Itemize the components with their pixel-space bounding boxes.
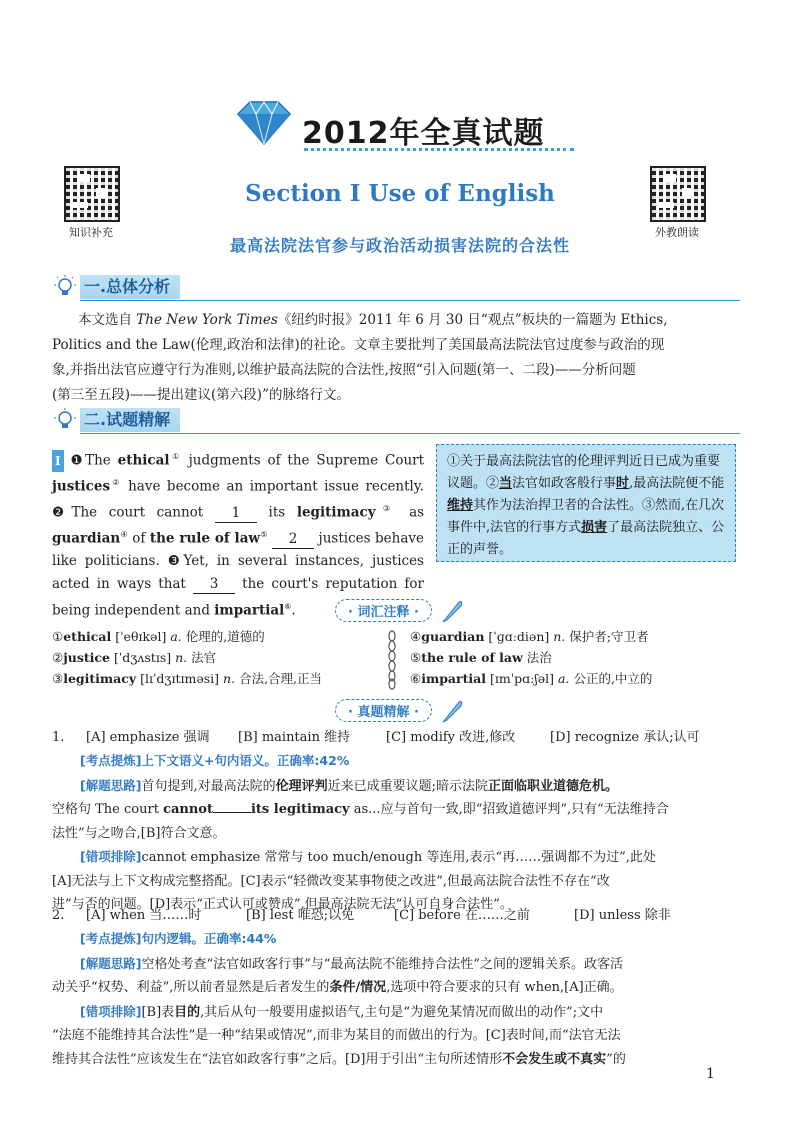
footnote-mark: ①	[169, 452, 182, 461]
text: ①关于最高法院法官的伦理评判近日已成为重要议题。②	[447, 454, 721, 491]
q2-options	[52, 905, 752, 927]
text: .	[291, 602, 296, 619]
text: The court cannot	[71, 504, 204, 521]
q1-explanation: [考点提炼]上下文语义+句内语义。正确率:42% [解题思路]首句提到,对最高法院的伦理评判近来已成重要议题;暗示法院正面临职业道德危机。 空格句 The court cannot its legitimacy as...应与首句一致,即“招致道德评判”,只有“无法维持合 法性”与之吻合,[B]符合文意。 [错项排除]cannot emphasize 常常与 too much/enough 等连用,表示“再……强调都不为过”,此处 [A]无法与上下文构成完整搭配。[C]表示“轻微改变某事物使之改进”,但最高法院合法性不存在“改 进”与否的问题。[D]表示“正式认可或赞成”,但最高法院无法“认可自身合法性”。	[52, 753, 669, 912]
vocab-item: ⑤the rule of law 法治	[410, 650, 552, 665]
kaodian-text: 句内逻辑。	[141, 931, 204, 946]
blank-2[interactable]: 2	[272, 530, 314, 549]
option-b[interactable]: [B] lest 唯恐;以免	[246, 908, 355, 923]
heading-rule	[80, 433, 740, 434]
chain-divider-icon	[386, 630, 398, 690]
key-word: 时	[616, 476, 630, 491]
blank-1[interactable]: 1	[215, 504, 257, 523]
translation-box	[436, 444, 736, 562]
sentence-marker: ❶	[70, 452, 86, 469]
inline-blank	[213, 812, 251, 813]
vocab-item: ④guardian [ˈɡɑːdiən] n. 保护者;守卫者	[410, 629, 649, 644]
tag-jieti: [解题思路]	[80, 955, 142, 971]
text: ,最高法院便不能	[629, 476, 725, 491]
text: have become an important issue recently.	[128, 478, 424, 495]
qr-right-label: 外教朗读	[655, 226, 699, 239]
lightbulb-icon	[54, 275, 76, 299]
text: 其作为法治捍卫者的合法性。③然而,在几次事件中,法官的行事方式	[447, 498, 725, 535]
analysis-paragraph	[52, 308, 742, 408]
option-d[interactable]: [D] unless 除非	[574, 908, 671, 923]
quill-icon	[439, 698, 465, 724]
vocab-word: impartial	[214, 602, 285, 619]
option-c[interactable]: [C] modify 改进,修改	[386, 730, 516, 745]
heading-question-analysis	[40, 408, 740, 434]
question-number: 2.	[52, 908, 65, 923]
paragraph-badge: I	[52, 450, 64, 473]
article-title: 最高法院法官参与政治活动损害法院的合法性	[229, 236, 570, 255]
title-underline	[304, 148, 574, 151]
option-c[interactable]: [C] before 在……之前	[394, 908, 530, 923]
tag-cuoxiang: [错项排除]	[80, 849, 142, 864]
footnote-mark: ⑥	[284, 601, 292, 611]
sentence-marker: ❷	[52, 504, 72, 521]
section-title: Section Ⅰ Use of English	[245, 180, 555, 207]
vocab-word: ethical	[117, 452, 170, 469]
option-b[interactable]: [B] maintain 维持	[238, 730, 351, 745]
heading-text: 二.试题精解	[80, 408, 180, 432]
page-number: 1	[706, 1066, 715, 1082]
correct-rate: 正确率:42%	[276, 753, 350, 768]
text: 本文选自	[78, 312, 132, 328]
text: Yet, in several instances, justices acted in ways that	[52, 553, 424, 592]
question-number: 1.	[52, 730, 65, 745]
text: justices behave like politicians.	[52, 530, 425, 570]
blank-3[interactable]: 3	[193, 575, 235, 594]
vocab-item: ⑥impartial [ɪmˈpɑːʃəl] a. 公正的,中立的	[410, 671, 653, 686]
vocab-word: legitimacy	[296, 504, 376, 521]
tag-kaodian: [考点提炼]	[80, 931, 142, 946]
newspaper-title: The New York Times	[136, 312, 278, 328]
text: the court's reputation for being independent and	[52, 575, 425, 619]
quill-icon	[439, 598, 465, 624]
diamond-icon	[232, 98, 296, 146]
text: (第三至五段)——提出建议(第六段)”的脉络行文。	[52, 387, 350, 403]
vocab-item: ①ethical [ˈeθɪkəl] a. 伦理的,道德的	[52, 629, 265, 644]
tag-cuoxiang: [错项排除]	[80, 1003, 142, 1019]
tag-jieti: [解题思路]	[80, 777, 142, 793]
answers-pill	[0, 698, 800, 724]
vocab-item: ③legitimacy [lɪˈdʒɪtɪməsi] n. 合法,合理,正当	[52, 671, 323, 686]
text: 《纽约时报》2011 年 6 月 30 日“观点”板块的一篇题为 Ethics,	[277, 312, 668, 328]
text: its	[268, 504, 286, 521]
text: 象,并指出法官应遵守行为准则,以维护最高法院的合法性,按照“引入问题(第一、二段)——分析问题	[52, 362, 636, 378]
passage-paragraph	[52, 446, 424, 622]
vocab-item: ②justice [ˈdʒʌstɪs] n. 法官	[52, 650, 217, 665]
footnote-mark: ④	[120, 530, 128, 540]
vocab-pill	[0, 598, 800, 624]
text: as	[409, 504, 425, 521]
sentence-marker: ❸	[167, 553, 184, 570]
vocab-word: guardian	[52, 530, 121, 547]
option-a[interactable]: [A] when 当……时	[86, 908, 202, 923]
lightbulb-icon	[54, 408, 76, 432]
page-title-block	[232, 98, 592, 158]
heading-rule	[80, 300, 740, 301]
footnote-mark: ③	[375, 504, 398, 514]
text: The	[85, 452, 111, 469]
vocab-list-right	[410, 626, 740, 689]
text: 了最高法院独立、公正的声誉。	[447, 520, 725, 557]
text: 法官如政客般行事	[512, 476, 617, 491]
q1-options	[52, 727, 752, 749]
pill-label: · 真题精解 ·	[335, 699, 432, 722]
vocab-word: justices	[52, 478, 111, 495]
pill-label: · 词汇注释 ·	[335, 599, 432, 622]
qr-left-label: 知识补充	[69, 226, 113, 239]
vocab-word: the rule of law	[149, 530, 261, 547]
q2-explanation: [考点提炼]句内逻辑。正确率:44% [解题思路]空格处考查“法官如政客行事”与“最高法院不能维持合法性”之间的逻辑关系。政客活 动关乎“权势、利益”,所以前者显然是后者发生的条件/情况,选项中符合要求的只有 when,[A]正确。 [错项排除][B]表目的,其后从句一般要用虚拟语气,主句是“为避免某情况而做出的动作”;文中 “法庭不能维持其合法性”是一种“结果或情况”,而非为某目的而做出的行为。[C]表时间,而“法官无法 维持其合法性”应该发生在“法官如政客行事”之后。[D]用于引出“主句所述情形不会发生或不真实”的	[52, 931, 626, 1067]
correct-rate: 正确率:44%	[203, 931, 277, 946]
heading-text: 一.总体分析	[80, 275, 180, 299]
option-a[interactable]: [A] emphasize 强调	[86, 730, 210, 745]
footnote-mark: ⑤	[260, 530, 268, 540]
kaodian-text: 上下文语义+句内语义。	[141, 753, 277, 768]
tag-kaodian: [考点提炼]	[80, 753, 142, 768]
option-d[interactable]: [D] recognize 承认;认可	[550, 730, 700, 745]
footnote-mark: ②	[110, 478, 122, 488]
heading-overall-analysis	[40, 275, 740, 301]
vocab-list-left	[52, 626, 382, 689]
key-word: 当	[499, 476, 513, 491]
key-word: 损害	[581, 520, 608, 535]
text: of	[132, 530, 146, 547]
text: judgments of the Supreme Court	[188, 452, 425, 469]
page-title: 2012年全真试题	[302, 116, 545, 151]
text: Politics and the Law(伦理,政治和法律)的社论。文章主要批判了美国最高法院法官过度参与政治的现	[52, 337, 665, 353]
key-word: 维持	[447, 498, 474, 513]
